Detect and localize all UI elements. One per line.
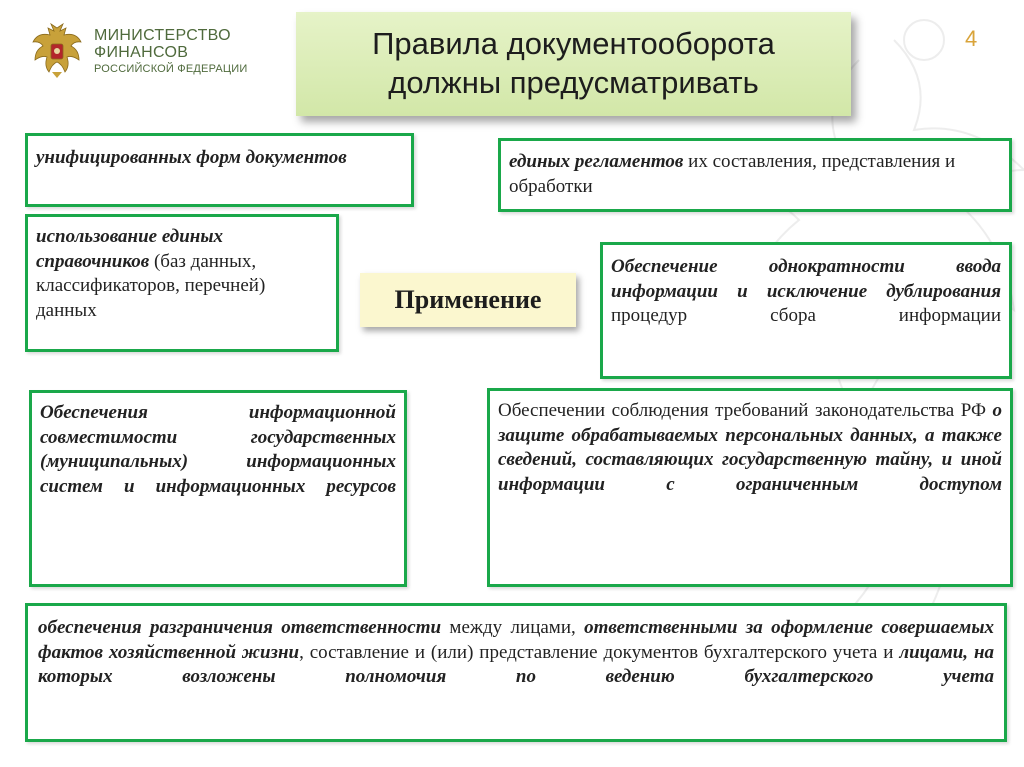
org-name-line2: ФИНАНСОВ xyxy=(94,43,189,61)
box-unified-forms xyxy=(25,133,414,207)
slide-number: 4 xyxy=(965,26,978,51)
box-info-compatibility-text: Обеспечения информационной совместимости государственных (муниципальных) информационных систем и информационных ресурсов xyxy=(40,402,396,498)
box-responsibility-p3: ответственными за оформление совершаемых фактов хозяйственной жизни xyxy=(38,617,994,663)
org-name-line1: МИНИСТЕРСТВО xyxy=(94,27,231,44)
box-responsibility-p4: , составление и (или) представление документов бухгалтерского учета и xyxy=(299,641,900,663)
coat-of-arms-icon xyxy=(30,22,84,80)
box-directories xyxy=(25,214,339,352)
title-line2: должны предусматривать xyxy=(388,65,759,100)
slide-title xyxy=(296,12,851,116)
box-unified-forms-text: унифицированных форм документов xyxy=(36,147,347,168)
box-responsibility xyxy=(25,603,1007,742)
box-single-entry xyxy=(600,242,1012,379)
box-unified-regulations-bold: единых регламентов xyxy=(509,151,684,172)
box-data-protection-bold: о защите обрабатываемых персональных данных, а также сведений, составляющих государственную тайну, и иной информации с ограниченным доступом xyxy=(498,400,1002,496)
box-directories-text: (баз данных, классификаторов, перечней) данных xyxy=(36,250,266,322)
center-label-application: Применение xyxy=(360,273,576,327)
box-single-entry-text: процедур сбора информации xyxy=(611,305,1001,327)
box-responsibility-p5: лицами, на которых возложены полномочия по ведению бухгалтерского учета xyxy=(38,641,995,688)
org-name-line3: РОССИЙСКОЙ ФЕДЕРАЦИИ xyxy=(94,62,248,75)
box-info-compatibility xyxy=(29,390,407,587)
box-responsibility-p1: обеспечения разграничения ответственности xyxy=(38,617,442,638)
box-single-entry-bold: Обеспечение однократности ввода информации и исключение дублирования xyxy=(611,256,1001,302)
box-responsibility-p2: между лицами, xyxy=(441,617,585,638)
box-directories-bold: использование единых справочников xyxy=(36,226,224,272)
box-unified-regulations-text: их составления, представления и обработки xyxy=(509,151,956,197)
box-unified-regulations xyxy=(498,138,1012,212)
ministry-logo-text xyxy=(94,28,247,75)
title-line1: Правила документооборота xyxy=(372,26,775,62)
box-data-protection xyxy=(487,388,1013,587)
box-data-protection-plain: Обеспечении соблюдения требований законодательства РФ xyxy=(498,400,993,421)
